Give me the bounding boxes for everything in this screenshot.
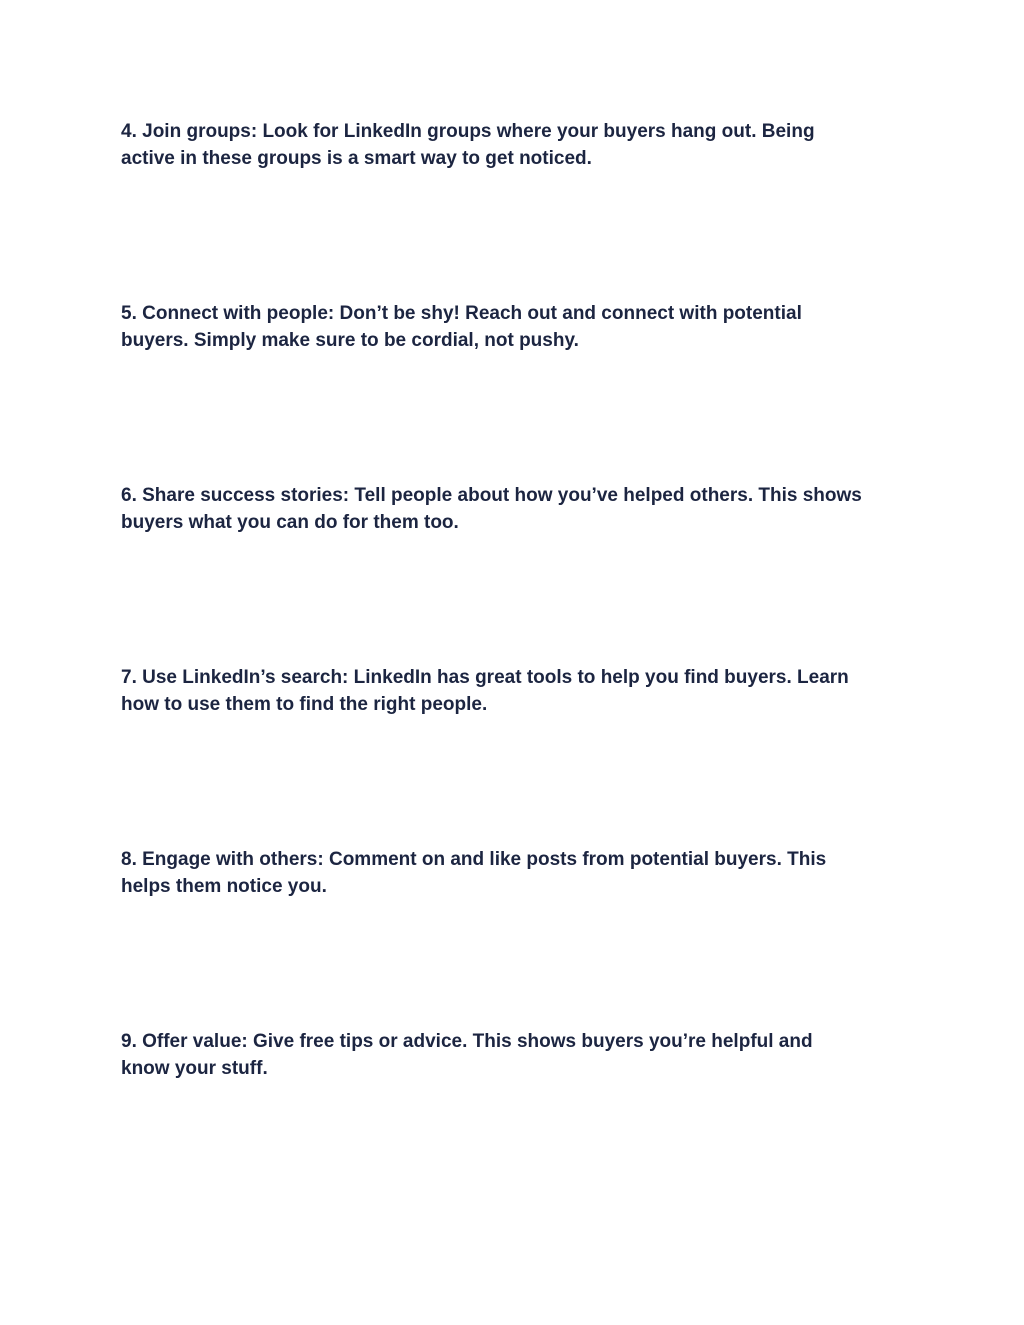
- tip-line: buyers. Simply make sure to be cordial, not pushy.: [121, 330, 579, 351]
- tip-engage-with-others: [121, 846, 921, 900]
- tip-use-linkedin-search: [121, 664, 921, 718]
- tip-line: 6. Share success stories: Tell people about how you’ve helped others. This shows: [121, 485, 862, 506]
- tip-line: how to use them to find the right people.: [121, 694, 488, 715]
- tip-line: 8. Engage with others: Comment on and like posts from potential buyers. This: [121, 849, 827, 870]
- tip-line: know your stuff.: [121, 1058, 268, 1079]
- tip-line: 9. Offer value: Give free tips or advice. This shows buyers you’re helpful and: [121, 1031, 813, 1052]
- tip-share-success-stories: [121, 482, 921, 536]
- tip-line: buyers what you can do for them too.: [121, 512, 459, 533]
- tip-line: helps them notice you.: [121, 876, 327, 897]
- tip-line: 5. Connect with people: Don’t be shy! Reach out and connect with potential: [121, 303, 802, 324]
- tip-line: 7. Use LinkedIn’s search: LinkedIn has great tools to help you find buyers. Learn: [121, 667, 849, 688]
- tip-connect-with-people: [121, 300, 921, 354]
- tip-offer-value: [121, 1028, 921, 1082]
- tip-join-groups: [121, 118, 921, 172]
- tip-line: active in these groups is a smart way to get noticed.: [121, 148, 592, 169]
- tip-line: 4. Join groups: Look for LinkedIn groups where your buyers hang out. Being: [121, 121, 815, 142]
